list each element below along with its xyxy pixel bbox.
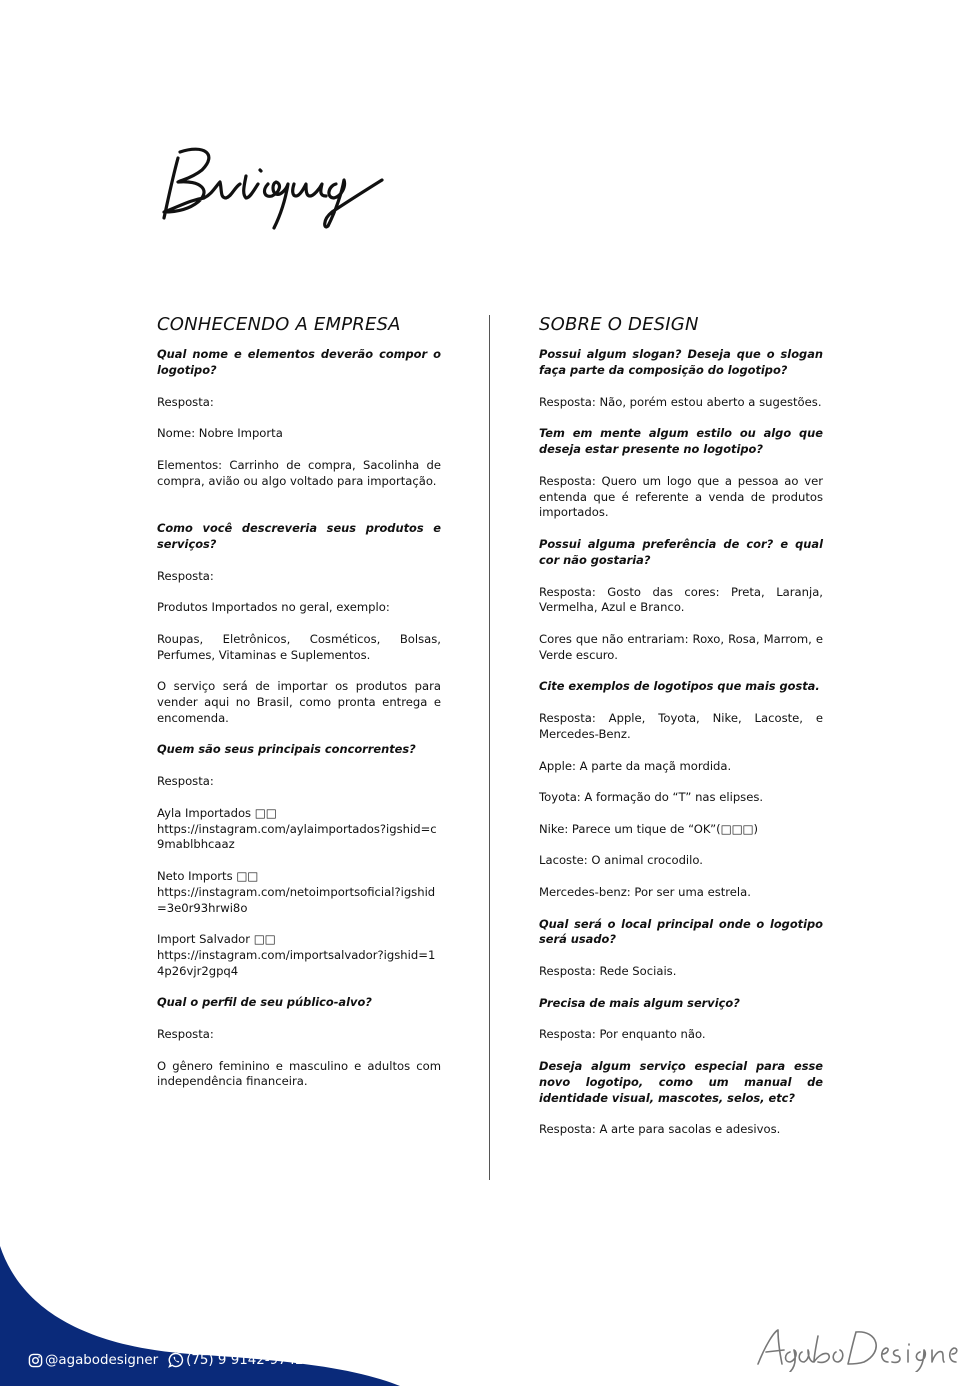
answer-text: Resposta: Gosto das cores: Preta, Laranja, Vermelha, Azul e Branco. <box>539 584 823 615</box>
answer-text: Import Salvador □□ https://instagram.com/importsalvador?igshid=14p26vjr2gpq4 <box>157 932 436 978</box>
left-blocks <box>157 347 441 1090</box>
whatsapp-contact[interactable] <box>168 1352 304 1368</box>
right-blocks <box>539 347 823 1138</box>
answer-text: Neto Imports □□ https://instagram.com/netoimportsoficial?igshid=3e0r93hrwi8o <box>157 868 436 915</box>
question-text: Qual nome e elementos deverão compor o logotipo? <box>157 347 441 377</box>
left-column <box>157 313 441 1106</box>
footer-contact <box>28 1352 304 1368</box>
question-text: Como você descreveria seus produtos e serviços? <box>157 520 441 551</box>
answer-text: Resposta: Rede Sociais. <box>539 964 677 979</box>
answer-text: Elementos: Carrinho de compra, Sacolinha de compra, avião ou algo voltado para importação. <box>157 457 441 488</box>
answer-text: Resposta: Apple, Toyota, Nike, Lacoste, e Mercedes-Benz. <box>539 711 823 741</box>
answer-text: Resposta: <box>157 394 214 409</box>
question-text: Qual o perfil de seu público-alvo? <box>157 995 372 1010</box>
answer-text: Resposta: <box>157 774 214 789</box>
instagram-handle: @agabodesigner <box>45 1352 159 1368</box>
answer-text: Lacoste: O animal crocodilo. <box>539 853 703 868</box>
answer-text: Resposta: Quero um logo que a pessoa ao ver entenda que é referente a venda de produtos importados. <box>539 473 823 520</box>
answer-text: O serviço será de importar os produtos para vender aqui no Brasil, como pronta entrega e encomenda. <box>157 679 441 725</box>
question-text: Precisa de mais algum serviço? <box>539 995 740 1010</box>
answer-text: Ayla Importados □□ https://instagram.com/aylaimportados?igshid=c9mablbhcaaz <box>157 805 437 852</box>
column-divider <box>489 315 490 1180</box>
question-text: Possui alguma preferência de cor? e qual cor não gostaria? <box>539 536 823 567</box>
answer-text: Nike: Parece um tique de “OK”(□□□) <box>539 821 759 836</box>
right-column <box>539 313 823 1154</box>
answer-text: Nome: Nobre Importa <box>157 426 283 441</box>
answer-text: Roupas, Eletrônicos, Cosméticos, Bolsas, Perfumes, Vitaminas e Suplementos. <box>157 631 441 662</box>
answer-text: Resposta: Não, porém estou aberto a sugestões. <box>539 394 822 409</box>
question-text: Qual será o local principal onde o logotipo será usado? <box>539 916 823 947</box>
question-text: Cite exemplos de logotipos que mais gosta. <box>539 679 820 694</box>
answer-text: Resposta: A arte para sacolas e adesivos. <box>539 1122 781 1137</box>
question-text: Quem são seus principais concorrentes? <box>157 742 416 757</box>
question-text: Tem em mente algum estilo ou algo que deseja estar presente no logotipo? <box>539 426 823 456</box>
answer-text: Resposta: Por enquanto não. <box>539 1027 706 1042</box>
question-text: Possui algum slogan? Deseja que o slogan faça parte da composição do logotipo? <box>539 347 823 377</box>
answer-text: Produtos Importados no geral, exemplo: <box>157 600 390 615</box>
answer-text: Mercedes-benz: Por ser uma estrela. <box>539 884 751 899</box>
instagram-icon <box>28 1353 43 1368</box>
section-heading-design: SOBRE O DESIGN <box>539 314 699 335</box>
instagram-contact[interactable] <box>28 1353 158 1368</box>
whatsapp-number: (75) 9 9142-9742 <box>186 1352 304 1368</box>
answer-text: O gênero feminino e masculino e adultos com independência financeira. <box>157 1058 441 1089</box>
question-text: Deseja algum serviço especial para esse novo logotipo, como um manual de identidade visual, mascotes, selos, etc? <box>539 1059 823 1105</box>
answer-text: Resposta: <box>157 1027 214 1042</box>
whatsapp-icon <box>168 1352 184 1368</box>
answer-text: Apple: A parte da maçã mordida. <box>539 758 732 773</box>
answer-text: Resposta: <box>157 568 214 583</box>
briefing-script-title <box>160 140 420 230</box>
agabo-designer-signature <box>752 1322 962 1372</box>
section-heading-company: CONHECENDO A EMPRESA <box>157 314 401 335</box>
answer-text: Toyota: A formação do “T” nas elipses. <box>539 790 764 805</box>
answer-text: Cores que não entrariam: Roxo, Rosa, Marrom, e Verde escuro. <box>539 631 823 662</box>
